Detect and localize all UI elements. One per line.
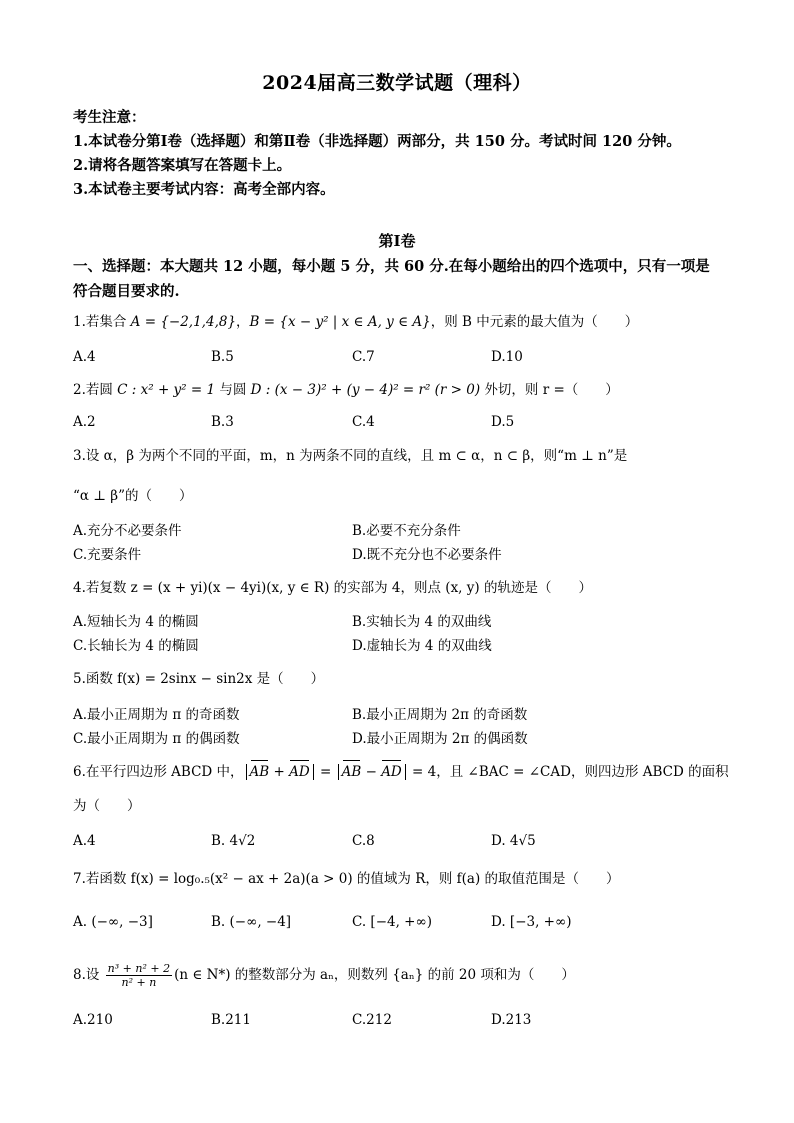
option-a[interactable]: A.短轴长为 4 的椭圆	[73, 614, 199, 630]
notice-heading: 考生注意：	[73, 109, 146, 126]
stem-text: 8.设	[73, 967, 104, 983]
stem-text: (n ∈ N*) 的整数部分为 aₙ，则数列 {aₙ} 的前 20 项和为（ ）	[174, 967, 575, 983]
stem-text: ，	[236, 314, 250, 330]
option-a[interactable]: A.210	[73, 1012, 113, 1028]
option-b[interactable]: B. 4√2	[211, 833, 256, 849]
option-a[interactable]: A.4	[73, 349, 96, 365]
option-a[interactable]: A.4	[73, 833, 96, 849]
question-3-options	[73, 519, 723, 567]
option-b[interactable]: B.实轴长为 4 的双曲线	[352, 614, 492, 630]
stem-math: D : (x − 3)² + (y − 4)² = r² (r > 0)	[250, 382, 481, 398]
question-2-stem	[73, 380, 723, 400]
option-d[interactable]: D.既不充分也不必要条件	[352, 547, 502, 563]
notice-item: 1.本试卷分第Ⅰ卷（选择题）和第Ⅱ卷（非选择题）两部分，共 150 分。考试时间 120 分钟。	[73, 133, 681, 150]
stem-text: 6.在平行四边形 ABCD 中，	[73, 764, 244, 780]
option-b[interactable]: B.211	[211, 1012, 251, 1028]
option-b[interactable]: B.3	[211, 414, 234, 430]
option-d[interactable]: D.最小正周期为 2π 的偶函数	[352, 731, 528, 747]
question-5-options	[73, 703, 723, 751]
section-heading: 一、选择题：本大题共 12 小题，每小题 5 分，共 60 分.在每小题给出的四个选项中，只有一项是符合题目要求的.	[73, 258, 710, 300]
option-c[interactable]: C.4	[352, 414, 375, 430]
stem-text: 外切，则 r =（ ）	[480, 382, 619, 398]
stem-text: 与圆	[215, 382, 251, 398]
option-c[interactable]: C.212	[352, 1012, 392, 1028]
stem-text: ，则 B 中元素的最大值为（ ）	[430, 314, 639, 330]
stem-math: B = {x − y² | x ∈ A, y ∈ A}	[249, 314, 431, 330]
question-1-stem	[73, 312, 723, 332]
stem-math: C : x² + y² = 1	[117, 382, 216, 398]
option-b[interactable]: B.必要不充分条件	[352, 523, 461, 539]
option-d[interactable]: D.5	[491, 414, 515, 430]
question-4-stem: 4.若复数 z = (x + yi)(x − 4yi)(x, y ∈ R) 的实部为 4，则点 (x, y) 的轨迹是（ ）	[73, 580, 592, 596]
question-8-stem	[73, 962, 723, 989]
fraction	[106, 962, 172, 989]
question-4-options	[73, 610, 723, 658]
question-6-stem-line2: 为（ ）	[73, 798, 141, 814]
vector-diff-abs: AB − AD	[338, 764, 406, 780]
option-c[interactable]: C.最小正周期为 π 的偶函数	[73, 731, 240, 747]
option-d[interactable]: D.虚轴长为 4 的双曲线	[352, 638, 492, 654]
stem-text: 2.若圆	[73, 382, 118, 398]
stem-text: 1.若集合	[73, 314, 131, 330]
option-d[interactable]: D.10	[491, 349, 523, 365]
option-b[interactable]: B.最小正周期为 2π 的奇函数	[352, 707, 528, 723]
fraction-numerator: n³ + n² + 2	[107, 962, 171, 975]
vector-ab: AB	[249, 764, 270, 780]
question-3-stem-line1: 3.设 α，β 为两个不同的平面，m，n 为两条不同的直线，且 m ⊂ α，n ⊂ β，则“m ⊥ n”是	[73, 448, 628, 464]
notice-item: 3.本试卷主要考试内容：高考全部内容。	[73, 181, 335, 198]
option-c[interactable]: C.长轴长为 4 的椭圆	[73, 638, 199, 654]
option-d[interactable]: D. 4√5	[491, 833, 536, 849]
option-a[interactable]: A.最小正周期为 π 的奇函数	[73, 707, 240, 723]
option-a[interactable]: A.2	[73, 414, 96, 430]
part-title: 第Ⅰ卷	[378, 232, 416, 250]
option-c[interactable]: C. [−4, +∞)	[352, 914, 433, 930]
notice-block	[73, 106, 723, 202]
notice-item: 2.请将各题答案填写在答题卡上。	[73, 157, 292, 174]
question-6-stem: 6.在平行四边形 ABCD 中， AB + AD = AB − AD = 4，且 ∠BAC = ∠CAD，则四边形 ABCD 的面积	[73, 764, 729, 780]
option-c[interactable]: C.7	[352, 349, 375, 365]
option-a[interactable]: A. (−∞, −3]	[73, 914, 153, 930]
vector-ad: AD	[381, 764, 402, 780]
stem-text: = 4，且 ∠BAC = ∠CAD，则四边形 ABCD 的面积	[407, 764, 729, 780]
page-title: 2024届高三数学试题（理科）	[262, 72, 532, 94]
vector-ab: AB	[341, 764, 362, 780]
question-5-stem: 5.函数 f(x) = 2sinx − sin2x 是（ ）	[73, 671, 325, 687]
option-b[interactable]: B. (−∞, −4]	[211, 914, 292, 930]
vector-sum-abs: AB + AD	[246, 764, 314, 780]
option-d[interactable]: D. [−3, +∞)	[491, 914, 572, 930]
question-7-stem: 7.若函数 f(x) = log₀.₅(x² − ax + 2a)(a > 0) 的值域为 R，则 f(a) 的取值范围是（ ）	[73, 871, 620, 887]
vector-ad: AD	[289, 764, 310, 780]
option-b[interactable]: B.5	[211, 349, 234, 365]
stem-math: A = {−2,1,4,8}	[130, 314, 237, 330]
fraction-denominator: n² + n	[121, 976, 157, 989]
option-a[interactable]: A.充分不必要条件	[73, 523, 182, 539]
question-3-stem-line2: “α ⊥ β”的（ ）	[73, 488, 193, 504]
option-c[interactable]: C.8	[352, 833, 375, 849]
option-d[interactable]: D.213	[491, 1012, 532, 1028]
option-c[interactable]: C.充要条件	[73, 547, 142, 563]
